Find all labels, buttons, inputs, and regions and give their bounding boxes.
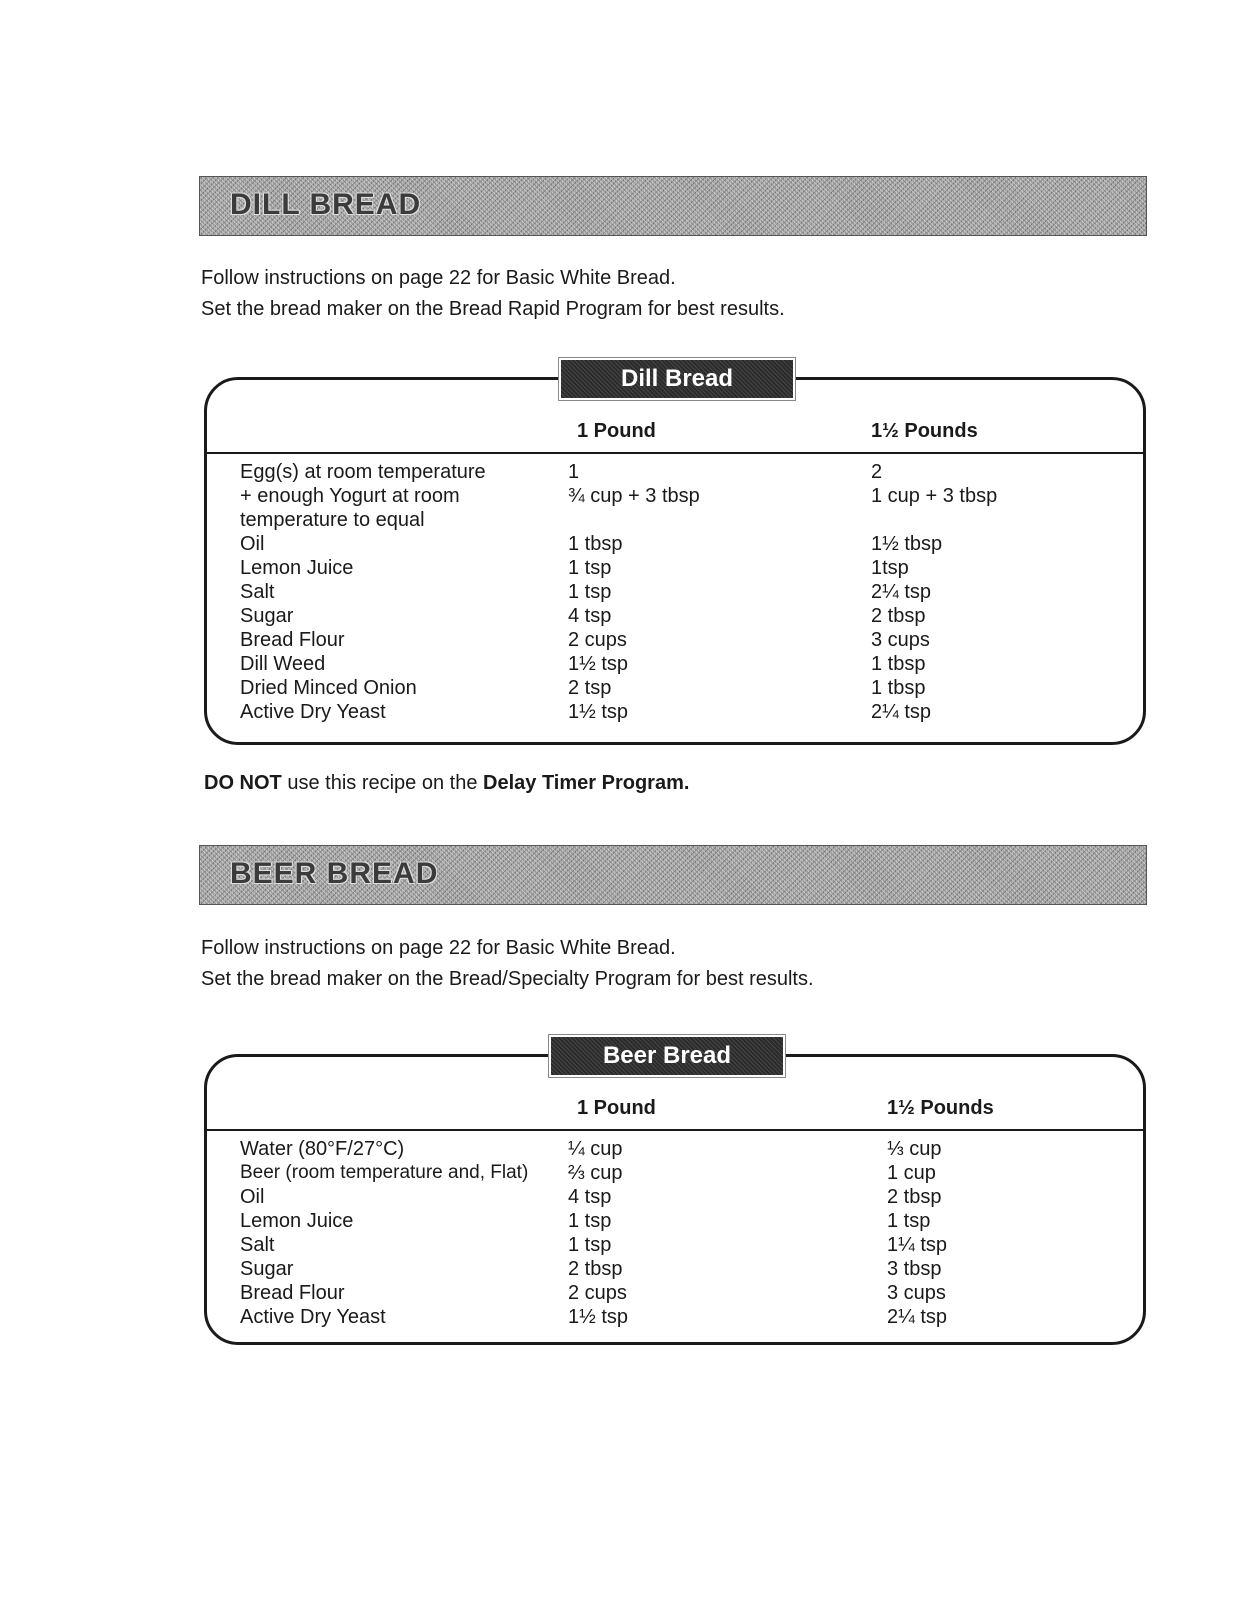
amount-1-5-pounds: 2¼ tsp [871,701,932,723]
beer-bread-banner-title: BEER BREAD [230,857,439,890]
amount-1-5-pounds: 1 cup [887,1162,936,1184]
beer-bread-table [204,1042,1146,1345]
amount-1-5-pounds: 1 tbsp [871,677,926,699]
ingredient: Dried Minced Onion [240,677,417,699]
amount-1-pound: ⅔ cup [568,1162,623,1184]
ingredient: Bread Flour [240,1282,345,1304]
amount-1-pound: 2 cups [568,1282,627,1304]
dill-intro-line2: Set the bread maker on the Bread Rapid Program for best results. [201,298,785,320]
ingredient: Bread Flour [240,629,345,651]
amount-1-pound: 1½ tsp [568,653,629,675]
amount-1-5-pounds: 1 cup + 3 tbsp [871,485,998,507]
amount-1-pound: 1½ tsp [568,701,629,723]
amount-1-5-pounds: 2¼ tsp [871,581,932,603]
ingredient: Salt [240,1234,275,1256]
amount-1-pound: 4 tsp [568,605,612,627]
dill-bread-table-title: Dill Bread [559,358,795,400]
dill-warning-note [204,772,689,795]
beer-intro [201,933,814,995]
ingredient: Sugar [240,605,294,627]
note-do-not: DO NOT [204,772,282,794]
ingredient: Oil [240,1186,265,1208]
amount-1-5-pounds: 1¼ tsp [887,1234,948,1256]
dill-bread-banner [199,176,1147,236]
dill-bread-table [204,365,1146,745]
dill-col-1-5-pounds: 1½ Pounds [871,420,978,442]
ingredient: Active Dry Yeast [240,701,386,723]
beer-bread-table-title: Beer Bread [549,1035,785,1077]
amount-1-pound: ¼ cup [568,1138,623,1160]
amount-1-5-pounds: 2 tbsp [871,605,926,627]
amount-1-pound: 2 tsp [568,677,612,699]
ingredient: Egg(s) at room temperature [240,461,486,483]
ingredient: Salt [240,581,275,603]
amount-1-5-pounds: 2 tbsp [887,1186,942,1208]
amount-1-5-pounds: 1½ tbsp [871,533,943,555]
amount-1-pound: 1 tbsp [568,533,623,555]
amount-1-5-pounds: 1 tsp [887,1210,931,1232]
ingredient: Oil [240,533,265,555]
amount-1-5-pounds: 2 [871,461,883,483]
amount-1-pound: 1 tsp [568,1234,612,1256]
beer-col-1-5-pounds: 1½ Pounds [887,1097,994,1119]
amount-1-pound: 1½ tsp [568,1306,629,1328]
beer-intro-line1: Follow instructions on page 22 for Basic White Bread. [201,937,676,959]
ingredient: Lemon Juice [240,557,354,579]
beer-bread-banner [199,845,1147,905]
amount-1-pound: 2 cups [568,629,627,651]
dill-intro-line1: Follow instructions on page 22 for Basic White Bread. [201,267,676,289]
amount-1-pound: 1 tsp [568,557,612,579]
beer-col-1-pound: 1 Pound [577,1097,656,1119]
amount-1-pound: 2 tbsp [568,1258,623,1280]
amount-1-5-pounds: 1tsp [871,557,909,579]
beer-intro-line2: Set the bread maker on the Bread/Specialty Program for best results. [201,968,814,990]
amount-1-pound: 1 tsp [568,581,612,603]
dill-intro [201,263,785,325]
ingredient: Active Dry Yeast [240,1306,386,1328]
note-middle: use this recipe on the [281,772,484,794]
ingredient: Water (80°F/27°C) [240,1138,405,1160]
amount-1-pound: 1 tsp [568,1210,612,1232]
amount-1-5-pounds: 2¼ tsp [887,1306,948,1328]
dill-col-1-pound: 1 Pound [577,420,656,442]
amount-1-5-pounds: ⅓ cup [887,1138,942,1160]
ingredient: Dill Weed [240,653,326,675]
amount-1-5-pounds: 3 cups [887,1282,946,1304]
beer-header-rule [204,1129,1146,1131]
amount-1-5-pounds: 3 cups [871,629,930,651]
ingredient: Beer (room temperature and, Flat) [240,1162,529,1183]
ingredient: Lemon Juice [240,1210,354,1232]
ingredient: + enough Yogurt at room temperature to equal [240,485,460,531]
amount-1-5-pounds: 3 tbsp [887,1258,942,1280]
amount-1-5-pounds: 1 tbsp [871,653,926,675]
note-delay-timer: Delay Timer Program. [483,772,690,794]
dill-header-rule [204,452,1146,454]
amount-1-pound: ¾ cup + 3 tbsp [568,485,700,507]
ingredient: Sugar [240,1258,294,1280]
dill-bread-banner-title: DILL BREAD [230,188,422,221]
amount-1-pound: 1 [568,461,580,483]
amount-1-pound: 4 tsp [568,1186,612,1208]
